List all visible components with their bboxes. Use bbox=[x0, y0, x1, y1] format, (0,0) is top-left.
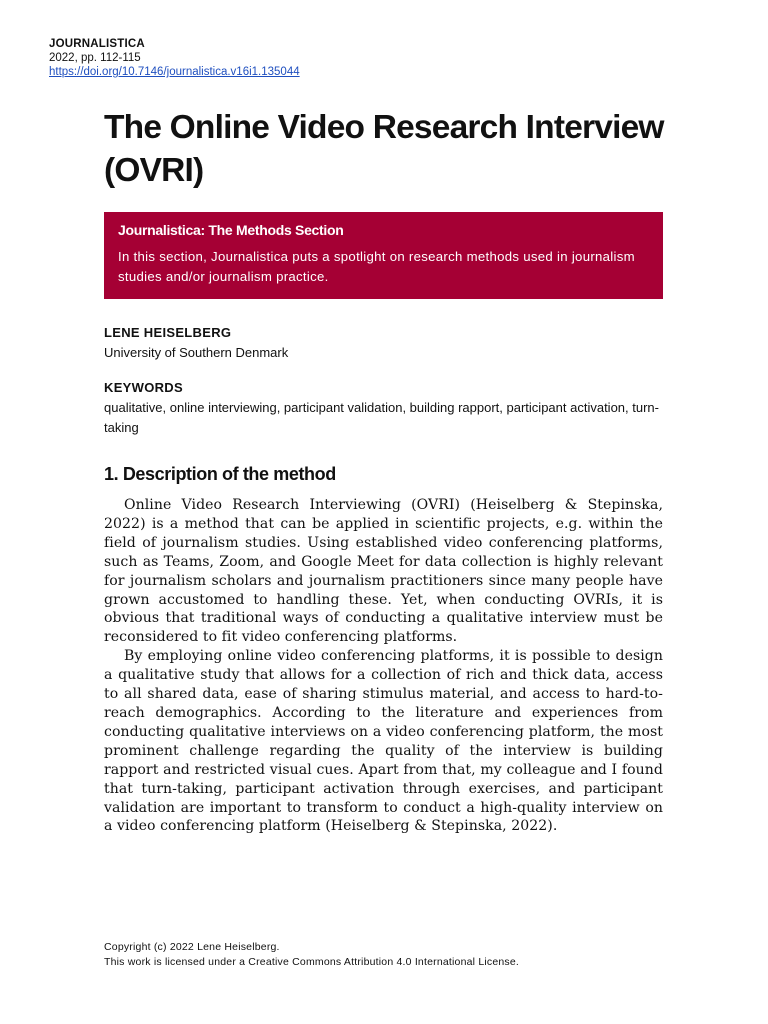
article-title: The Online Video Research Interview (OVRI) bbox=[104, 109, 664, 189]
body-paragraph: By employing online video conferencing platforms, it is possible to design a qualitative study that allows for a collection of rich and thick data, access to all shared data, ease of sharing stimulus material, and access to hard-to-reach demographics. According to the literature and experiences from conducting qualitative interviews on a video conferencing platform, the most prominent challenge regarding the quality of the interview is building rapport and restricted visual cues. Apart from that, my colleague and I found that turn-taking, participant activation through exercises, and participant validation are important to transform to conduct a high-quality interview on a video conferencing platform (Heiselberg & Stepinska, 2022). bbox=[104, 648, 663, 835]
body-paragraph: Online Video Research Interviewing (OVRI) (Heiselberg & Stepinska, 2022) is a method that can be applied in scientific projects, e.g. within the field of journalism studies. Using established video conferencing platforms, such as Teams, Zoom, and Google Meet for data collection is highly relevant for journalism scholars and journalism practitioners since many people have grown accustomed to handling these. Yet, when conducting OVRIs, it is obvious that traditional ways of conducting a qualitative interview must be reconsidered to fit video conferencing platforms. bbox=[104, 497, 663, 646]
author-name: LENE HEISELBERG bbox=[104, 325, 232, 340]
keywords-text: qualitative, online interviewing, participant validation, building rapport, participant activation, turn-taking bbox=[104, 400, 659, 435]
journal-header bbox=[49, 37, 300, 79]
author-affiliation: University of Southern Denmark bbox=[104, 345, 289, 360]
keywords-label: KEYWORDS bbox=[104, 380, 183, 395]
methods-section-banner bbox=[104, 212, 663, 299]
banner-text: In this section, Journalistica puts a spotlight on research methods used in journalism studies and/or journalism practice. bbox=[118, 249, 635, 284]
doi-link[interactable]: https://doi.org/10.7146/journalistica.v16i1.135044 bbox=[49, 66, 300, 78]
license-footer bbox=[104, 940, 519, 970]
journal-name: JOURNALISTICA bbox=[49, 38, 145, 50]
section-heading: 1. Description of the method bbox=[104, 464, 336, 484]
keywords-block bbox=[104, 378, 664, 438]
article-body bbox=[104, 496, 663, 836]
issue-info: 2022, pp. 112-115 bbox=[49, 52, 141, 64]
copyright-text: Copyright (c) 2022 Lene Heiselberg. bbox=[104, 941, 280, 953]
author-block bbox=[104, 323, 288, 363]
license-text: This work is licensed under a Creative Commons Attribution 4.0 International License. bbox=[104, 956, 520, 968]
banner-title: Journalistica: The Methods Section bbox=[118, 222, 344, 238]
